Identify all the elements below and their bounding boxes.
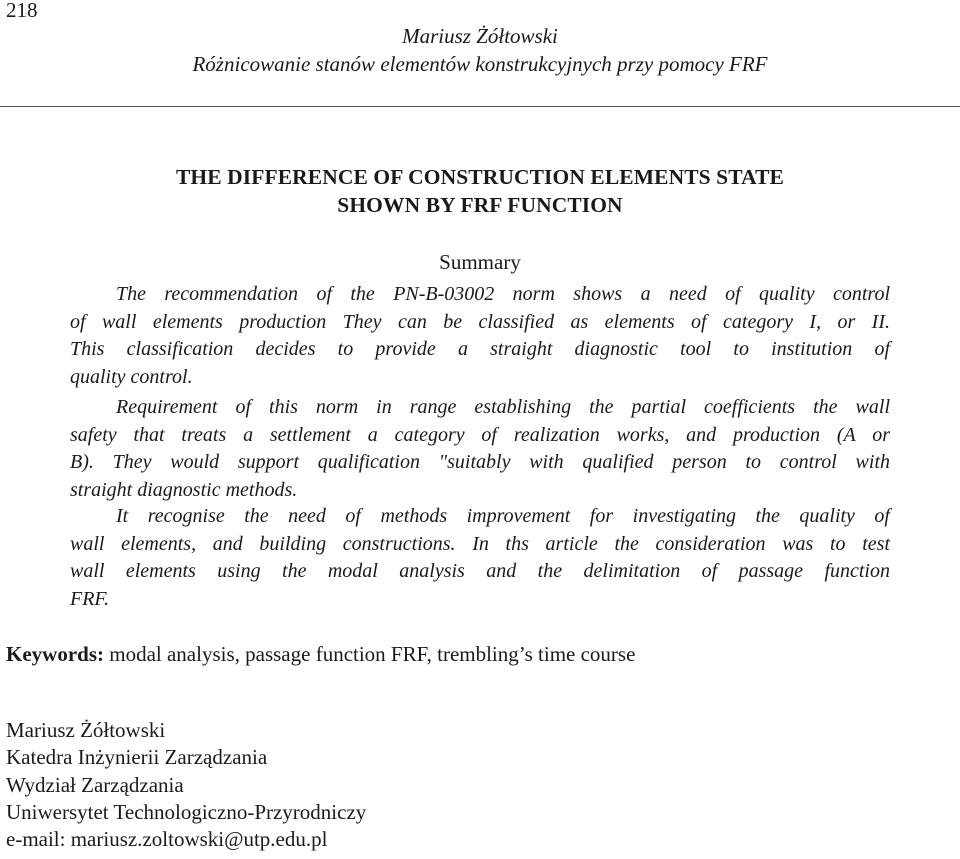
summary-line: wall elements, and building constructions. In ths article the consideration was to test (70, 532, 890, 555)
summary-line: B). They would support qualification "suitably with qualified person to control with (70, 451, 890, 474)
header-divider (0, 106, 960, 107)
author-email: e-mail: mariusz.zoltowski@utp.edu.pl (6, 827, 328, 851)
author-name: Mariusz Żółtowski (6, 718, 166, 742)
page-number: 218 (6, 0, 38, 22)
summary-line: wall elements using the modal analysis and the delimitation of passage function (70, 560, 890, 583)
summary-line: quality control. (70, 365, 193, 388)
keywords-label: Keywords: (6, 642, 104, 666)
summary-paragraph-1 (70, 281, 890, 391)
summary-line: safety that treats a settlement a category of realization works, and production (A or (70, 423, 890, 446)
summary-heading: Summary (439, 250, 521, 274)
keywords (6, 642, 635, 667)
summary-line: FRF. (70, 587, 110, 610)
affiliation-department: Katedra Inżynierii Zarządzania (6, 745, 268, 769)
summary-line: straight diagnostic methods. (70, 478, 298, 501)
summary-paragraph-3 (70, 503, 890, 613)
article-title-line-2: SHOWN BY FRF FUNCTION (337, 193, 623, 217)
keywords-text: modal analysis, passage function FRF, trembling’s time course (104, 642, 636, 666)
affiliation-university: Uniwersytet Technologiczno-Przyrodniczy (6, 800, 367, 824)
summary-line: Requirement of this norm in range establishing the partial coefficients the wall (116, 396, 890, 418)
summary-line: of wall elements production They can be classified as elements of category I, or II. (70, 310, 890, 333)
affiliation-faculty: Wydział Zarządzania (6, 773, 184, 797)
summary-line: This classification decides to provide a straight diagnostic tool to institution of (70, 338, 890, 361)
summary-line: It recognise the need of methods improvement for investigating the quality of (116, 505, 890, 527)
running-header-title: Różnicowanie stanów elementów konstrukcyjnych przy pomocy FRF (192, 52, 768, 76)
article-title-line-1: THE DIFFERENCE OF CONSTRUCTION ELEMENTS STATE (175, 165, 784, 189)
summary-line: The recommendation of the PN-B-03002 norm shows a need of quality control (116, 283, 890, 305)
running-header-author: Mariusz Żółtowski (402, 24, 558, 48)
summary-paragraph-2 (70, 394, 890, 504)
